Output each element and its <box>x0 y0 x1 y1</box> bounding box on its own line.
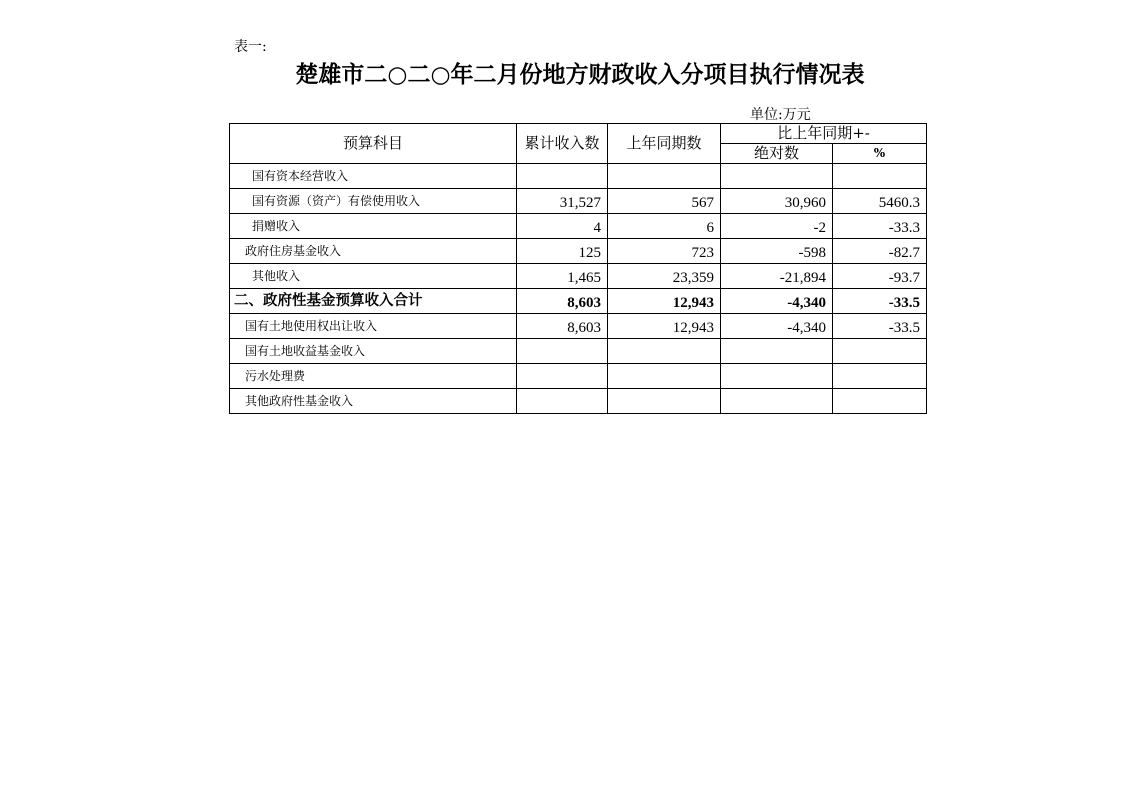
row-name: 国有土地收益基金收入 <box>230 339 517 364</box>
cell-last-year <box>608 389 721 414</box>
page-title: 楚雄市二○二○年二月份地方财政收入分项目执行情况表 <box>295 62 865 88</box>
cell-cumulative: 125 <box>517 239 608 264</box>
cell-percent <box>833 364 927 389</box>
cell-cumulative <box>517 164 608 189</box>
unit-label: 单位:万元 <box>750 107 811 123</box>
cell-percent <box>833 389 927 414</box>
row-name: 二、政府性基金预算收入合计 <box>230 289 517 314</box>
cell-absolute <box>721 389 833 414</box>
cell-percent <box>833 339 927 364</box>
cell-cumulative: 8,603 <box>517 314 608 339</box>
header-subject: 预算科目 <box>230 124 517 164</box>
cell-absolute: -598 <box>721 239 833 264</box>
table-row-total <box>230 289 927 314</box>
row-name: 其他政府性基金收入 <box>230 389 517 414</box>
cell-absolute: -21,894 <box>721 264 833 289</box>
table-row <box>230 189 927 214</box>
cell-cumulative: 8,603 <box>517 289 608 314</box>
cell-percent: 5460.3 <box>833 189 927 214</box>
table-label: 表一: <box>234 39 267 55</box>
table-row <box>230 214 927 239</box>
header-percent: % <box>833 144 927 164</box>
cell-percent: -82.7 <box>833 239 927 264</box>
table-row <box>230 364 927 389</box>
header-last-year: 上年同期数 <box>608 124 721 164</box>
header-compare-group: 比上年同期+- <box>721 124 927 144</box>
cell-last-year: 723 <box>608 239 721 264</box>
table-row <box>230 339 927 364</box>
table-row <box>230 389 927 414</box>
row-name: 政府住房基金收入 <box>230 239 517 264</box>
header-absolute: 绝对数 <box>721 144 833 164</box>
cell-absolute: 30,960 <box>721 189 833 214</box>
cell-last-year: 6 <box>608 214 721 239</box>
table-row <box>230 239 927 264</box>
row-name: 国有资源（资产）有偿使用收入 <box>230 189 517 214</box>
revenue-table <box>229 123 927 414</box>
cell-absolute <box>721 364 833 389</box>
cell-absolute: -4,340 <box>721 314 833 339</box>
row-name: 国有土地使用权出让收入 <box>230 314 517 339</box>
cell-absolute: -4,340 <box>721 289 833 314</box>
cell-percent: -33.5 <box>833 314 927 339</box>
cell-percent: -33.5 <box>833 289 927 314</box>
cell-last-year <box>608 364 721 389</box>
cell-last-year: 567 <box>608 189 721 214</box>
table-row <box>230 264 927 289</box>
cell-cumulative <box>517 339 608 364</box>
cell-absolute <box>721 339 833 364</box>
table-row <box>230 164 927 189</box>
cell-last-year <box>608 339 721 364</box>
cell-last-year: 23,359 <box>608 264 721 289</box>
row-name: 其他收入 <box>230 264 517 289</box>
row-name: 捐赠收入 <box>230 214 517 239</box>
header-cumulative: 累计收入数 <box>517 124 608 164</box>
table-row <box>230 314 927 339</box>
row-name: 污水处理费 <box>230 364 517 389</box>
cell-last-year: 12,943 <box>608 289 721 314</box>
cell-percent: -93.7 <box>833 264 927 289</box>
cell-cumulative <box>517 364 608 389</box>
cell-cumulative <box>517 389 608 414</box>
cell-absolute: -2 <box>721 214 833 239</box>
cell-last-year: 12,943 <box>608 314 721 339</box>
cell-percent: -33.3 <box>833 214 927 239</box>
row-name: 国有资本经营收入 <box>230 164 517 189</box>
cell-absolute <box>721 164 833 189</box>
cell-last-year <box>608 164 721 189</box>
cell-cumulative: 31,527 <box>517 189 608 214</box>
cell-percent <box>833 164 927 189</box>
cell-cumulative: 4 <box>517 214 608 239</box>
cell-cumulative: 1,465 <box>517 264 608 289</box>
